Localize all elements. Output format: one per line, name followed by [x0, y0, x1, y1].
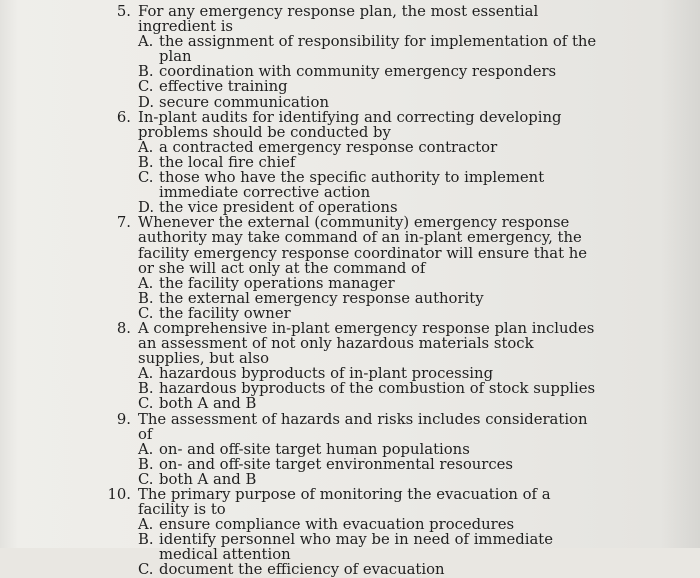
question-number: 5.	[116, 3, 131, 20]
option-c	[138, 170, 600, 200]
answer-options	[138, 366, 600, 411]
question-text: The primary purpose of monitoring the evacuation of a facility is to	[138, 486, 551, 519]
option-text: coordination with community emergency responders	[159, 63, 557, 81]
option-text: the facility owner	[159, 304, 291, 322]
question-number: 8.	[116, 319, 131, 337]
option-b	[138, 381, 600, 396]
question-text: In-plant audits for identifying and correcting developing problems should be conducted by	[138, 108, 562, 141]
option-text: those who have the specific authority to implement immediate corrective action	[159, 169, 545, 202]
answer-options	[138, 442, 600, 487]
option-letter: C.	[138, 470, 154, 488]
option-d	[138, 95, 600, 110]
option-c	[138, 562, 600, 577]
option-letter: A.	[138, 274, 154, 292]
option-text: the local fire chief	[159, 153, 296, 171]
option-c	[138, 306, 600, 321]
option-text: effective training	[159, 78, 288, 96]
option-letter: A.	[138, 365, 154, 383]
option-letter: A.	[138, 138, 154, 156]
option-text: secure communication	[159, 93, 329, 111]
option-letter: C.	[138, 395, 154, 413]
question-text: Whenever the external (community) emergency response authority may take command of an in-plant emergency, the facility emergency response coordinator will ensure that he or she will act only at the command of	[138, 214, 588, 277]
option-a	[138, 276, 600, 291]
option-text: on- and off-site target human populations	[159, 440, 470, 458]
question-number: 10.	[107, 486, 131, 503]
answer-options	[138, 34, 600, 109]
question-number: 7.	[116, 214, 131, 232]
question-text: For any emergency response plan, the most essential ingredient is	[138, 3, 539, 36]
option-text: the facility operations manager	[159, 274, 395, 292]
option-b	[138, 291, 600, 306]
answer-options	[138, 276, 600, 321]
option-letter: B.	[138, 153, 154, 171]
option-a	[138, 34, 600, 64]
option-text: the external emergency response authority	[159, 289, 484, 307]
option-a	[138, 517, 600, 532]
option-text: ensure compliance with evacuation procedures	[159, 516, 515, 534]
option-b	[138, 155, 600, 170]
option-letter: C.	[138, 561, 154, 578]
option-text: a contracted emergency response contractor	[159, 138, 498, 156]
option-text: on- and off-site target environmental resources	[159, 455, 513, 473]
option-text: document the efficiency of evacuation	[159, 561, 445, 578]
option-letter: B.	[138, 63, 154, 81]
question-10	[0, 487, 700, 578]
option-letter: A.	[138, 440, 154, 458]
option-text: the vice president of operations	[159, 199, 398, 217]
question-list	[0, 4, 700, 578]
option-text: hazardous byproducts of in-plant processing	[159, 365, 494, 383]
question-5	[0, 4, 700, 110]
question-9	[0, 412, 700, 487]
option-b	[138, 457, 600, 472]
option-a	[138, 366, 600, 381]
question-number: 9.	[116, 410, 131, 428]
option-letter: A.	[138, 516, 154, 534]
option-c	[138, 396, 600, 411]
option-letter: D.	[138, 93, 155, 111]
option-c	[138, 79, 600, 94]
option-letter: C.	[138, 78, 154, 96]
answer-options	[138, 140, 600, 215]
option-text: both A and B	[159, 470, 257, 488]
option-letter: D.	[138, 199, 155, 217]
option-letter: B.	[138, 289, 154, 307]
option-d	[138, 200, 600, 215]
option-b	[138, 64, 600, 79]
question-number: 6.	[116, 108, 131, 126]
option-a	[138, 140, 600, 155]
option-letter: A.	[138, 33, 154, 51]
option-text: hazardous byproducts of the combustion of stock supplies	[159, 380, 596, 398]
question-6	[0, 110, 700, 216]
question-8	[0, 321, 700, 412]
option-c	[138, 472, 600, 487]
option-a	[138, 442, 600, 457]
option-letter: B.	[138, 380, 154, 398]
option-letter: C.	[138, 169, 154, 187]
option-b	[138, 532, 600, 562]
answer-options	[138, 517, 600, 577]
option-letter: B.	[138, 531, 154, 549]
question-text: A comprehensive in-plant emergency response plan includes an assessment of not only hazardous materials stock supplies, but also	[138, 319, 595, 368]
option-text: the assignment of responsibility for implementation of the plan	[159, 33, 597, 66]
question-7	[0, 215, 700, 321]
option-text: both A and B	[159, 395, 257, 413]
option-letter: B.	[138, 455, 154, 473]
option-text: identify personnel who may be in need of immediate medical attention	[159, 531, 553, 564]
question-text: The assessment of hazards and risks includes consideration of	[138, 410, 588, 443]
option-letter: C.	[138, 304, 154, 322]
